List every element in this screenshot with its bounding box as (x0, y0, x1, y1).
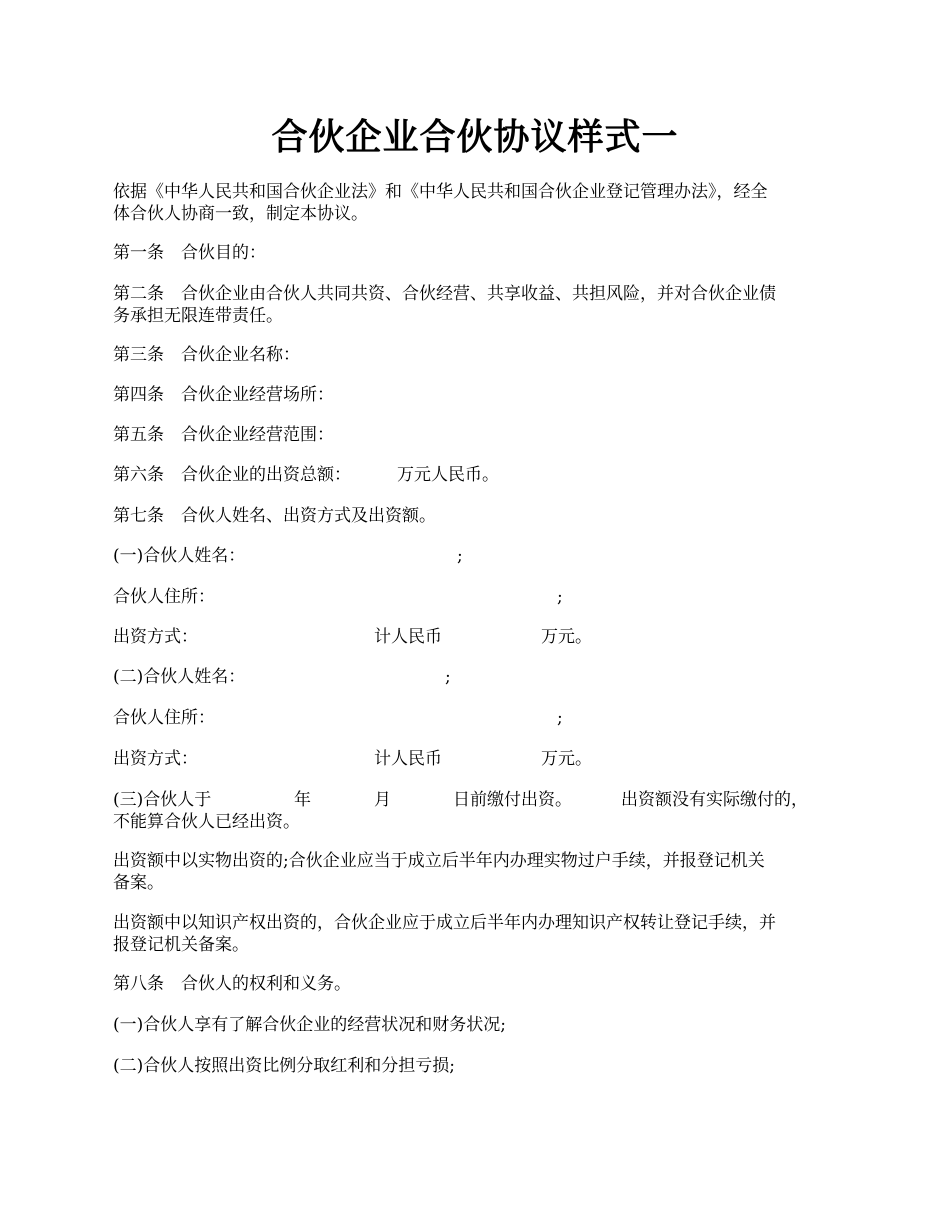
partner-2-name-end: ; (445, 667, 451, 687)
partner-3-month-label: 月 (374, 790, 391, 810)
article-2-line-2: 务承担无限连带责任。 (113, 306, 283, 326)
partner-3-unpaid-note: 出资额没有实际缴付的， (621, 790, 808, 810)
partner-3-deadline-label: (三)合伙人于 (113, 790, 212, 810)
article-4: 第四条 合伙企业经营场所： (113, 385, 334, 405)
right-1: (一)合伙人享有了解合伙企业的经营状况和财务状况; (113, 1015, 506, 1035)
article-5: 第五条 合伙企业经营范围： (113, 425, 334, 445)
intro-paragraph-line-2: 体合伙人协商一致，制定本协议。 (113, 204, 368, 224)
partner-1-address-label: 合伙人住所： (113, 587, 215, 607)
article-2-line-1: 第二条 合伙企业由合伙人共同共资、合伙经营、共享收益、共担风险，并对合伙企业债 (113, 284, 776, 304)
partner-3-year-label: 年 (294, 790, 311, 810)
article-1: 第一条 合伙目的： (113, 243, 266, 263)
partner-1-rmb-label: 计人民币 (374, 627, 442, 647)
article-3: 第三条 合伙企业名称： (113, 345, 300, 365)
partner-1-name-label: (一)合伙人姓名： (113, 546, 246, 566)
partner-1-wan-label: 万元。 (541, 627, 592, 647)
partner-1-method-label: 出资方式： (113, 627, 198, 647)
document-title: 合伙企业合伙协议样式一 (271, 116, 679, 158)
partner-3-deadline-line-2: 不能算合伙人已经出资。 (113, 812, 300, 832)
partner-1-name-end: ; (457, 546, 463, 566)
in-kind-contribution-line-1: 出资额中以实物出资的;合伙企业应当于成立后半年内办理实物过户手续，并报登记机关 (113, 851, 765, 871)
partner-2-wan-label: 万元。 (541, 749, 592, 769)
partner-2-address-label: 合伙人住所： (113, 708, 215, 728)
ip-contribution-line-1: 出资额中以知识产权出资的，合伙企业应于成立后半年内办理知识产权转让登记手续，并 (113, 913, 776, 933)
article-8: 第八条 合伙人的权利和义务。 (113, 974, 351, 994)
article-7: 第七条 合伙人姓名、出资方式及出资额。 (113, 506, 436, 526)
partner-2-rmb-label: 计人民币 (374, 749, 442, 769)
intro-paragraph-line-1: 依据《中华人民共和国合伙企业法》和《中华人民共和国合伙企业登记管理办法》，经全 (113, 182, 768, 202)
right-2: (二)合伙人按照出资比例分取红利和分担亏损; (113, 1056, 455, 1076)
partner-2-method-label: 出资方式： (113, 749, 198, 769)
partner-1-address-end: ; (557, 587, 563, 607)
in-kind-contribution-line-2: 备案。 (113, 873, 164, 893)
ip-contribution-line-2: 报登记机关备案。 (113, 935, 249, 955)
partner-2-address-end: ; (557, 708, 563, 728)
article-6-unit: 万元人民币。 (397, 465, 499, 485)
partner-2-name-label: (二)合伙人姓名： (113, 667, 246, 687)
partner-3-day-label: 日前缴付出资。 (453, 790, 572, 810)
article-6-label: 第六条 合伙企业的出资总额： (113, 465, 351, 485)
